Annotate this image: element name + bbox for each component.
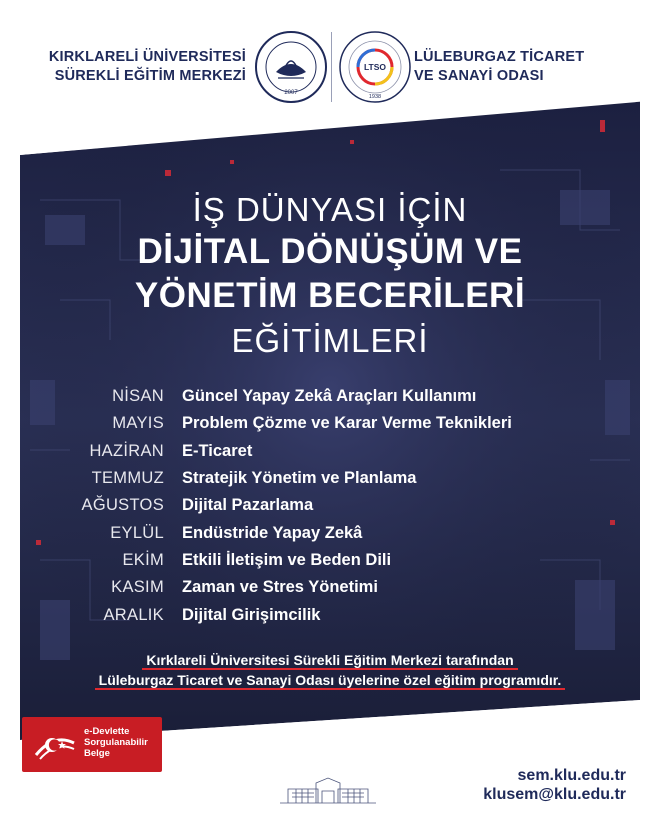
edevlet-line3: Belge [84, 748, 110, 759]
contact-info [483, 766, 626, 804]
edevlet-line1: e-Devlette [84, 726, 130, 737]
left-org-line1: KIRKLARELİ ÜNİVERSİTESİ [48, 49, 246, 65]
schedule-month: EYLÜL [110, 523, 164, 542]
schedule-row [60, 574, 620, 601]
website-link[interactable]: sem.klu.edu.tr [517, 767, 626, 784]
schedule-row [60, 519, 620, 546]
seal-left-year: 2007 [284, 90, 298, 96]
left-org-line2: SÜREKLİ EĞİTİM MERKEZİ [54, 68, 246, 84]
crescent-star-icon [30, 727, 78, 763]
seal-right-abbr: LTSO [363, 62, 387, 72]
title-line4: EĞİTİMLERİ [231, 322, 429, 359]
title-line1: İŞ DÜNYASI İÇİN [192, 191, 468, 228]
schedule-month: TEMMUZ [91, 469, 164, 488]
luleburgaz-chamber-name [414, 48, 634, 86]
note-line1: Kırklareli Üniversitesi Sürekli Eğitim Merkezi tarafından [142, 652, 517, 670]
schedule-row [60, 492, 620, 519]
university-seal-logo [254, 30, 328, 104]
schedule-month: EKİM [122, 550, 164, 569]
schedule-course: Endüstride Yapay Zekâ [182, 523, 363, 542]
program-note [20, 650, 640, 690]
schedule-course: Zaman ve Stres Yönetimi [182, 578, 378, 597]
schedule-course: Etkili İletişim ve Beden Dili [182, 550, 392, 569]
schedule-row [60, 547, 620, 574]
schedule-month: KASIM [111, 578, 164, 597]
header-divider [331, 32, 332, 102]
title-line3: YÖNETİM BECERİLERİ [134, 276, 526, 315]
schedule-month: MAYIS [112, 414, 164, 433]
schedule-course: Stratejik Yönetim ve Planlama [182, 469, 417, 488]
schedule-month: HAZİRAN [89, 441, 164, 460]
schedule-course: Dijital Girişimcilik [182, 605, 321, 624]
right-org-line2: VE SANAYİ ODASI [414, 68, 544, 84]
email-link[interactable]: klusem@klu.edu.tr [483, 786, 626, 803]
schedule-row [60, 383, 620, 410]
schedule-course: E-Ticaret [182, 441, 253, 460]
schedule-row [60, 438, 620, 465]
edevlet-line2: Sorgulanabilir [84, 737, 148, 748]
schedule-row [60, 410, 620, 437]
training-schedule [60, 383, 620, 629]
right-org-line1: LÜLEBURGAZ TİCARET [414, 49, 585, 65]
poster-title [40, 190, 620, 364]
schedule-row [60, 465, 620, 492]
seal-right-year: 1938 [368, 94, 382, 100]
schedule-row [60, 601, 620, 628]
note-line2: Lüleburgaz Ticaret ve Sanayi Odası üyelerine özel eğitim programıdır. [95, 672, 566, 690]
edevlet-text [84, 726, 148, 759]
schedule-month: AĞUSTOS [81, 496, 164, 515]
schedule-course: Problem Çözme ve Karar Verme Teknikleri [182, 414, 512, 433]
building-sketch-icon [278, 775, 378, 805]
schedule-course: Güncel Yapay Zekâ Araçları Kullanımı [182, 387, 477, 406]
edevlet-badge[interactable] [22, 717, 162, 772]
schedule-month: NİSAN [112, 387, 164, 406]
kirklareli-university-name [14, 48, 246, 86]
schedule-course: Dijital Pazarlama [182, 496, 314, 515]
schedule-month: ARALIK [103, 605, 164, 624]
title-line2: DİJİTAL DÖNÜŞÜM VE [137, 232, 523, 271]
ltso-seal-logo [338, 30, 412, 104]
